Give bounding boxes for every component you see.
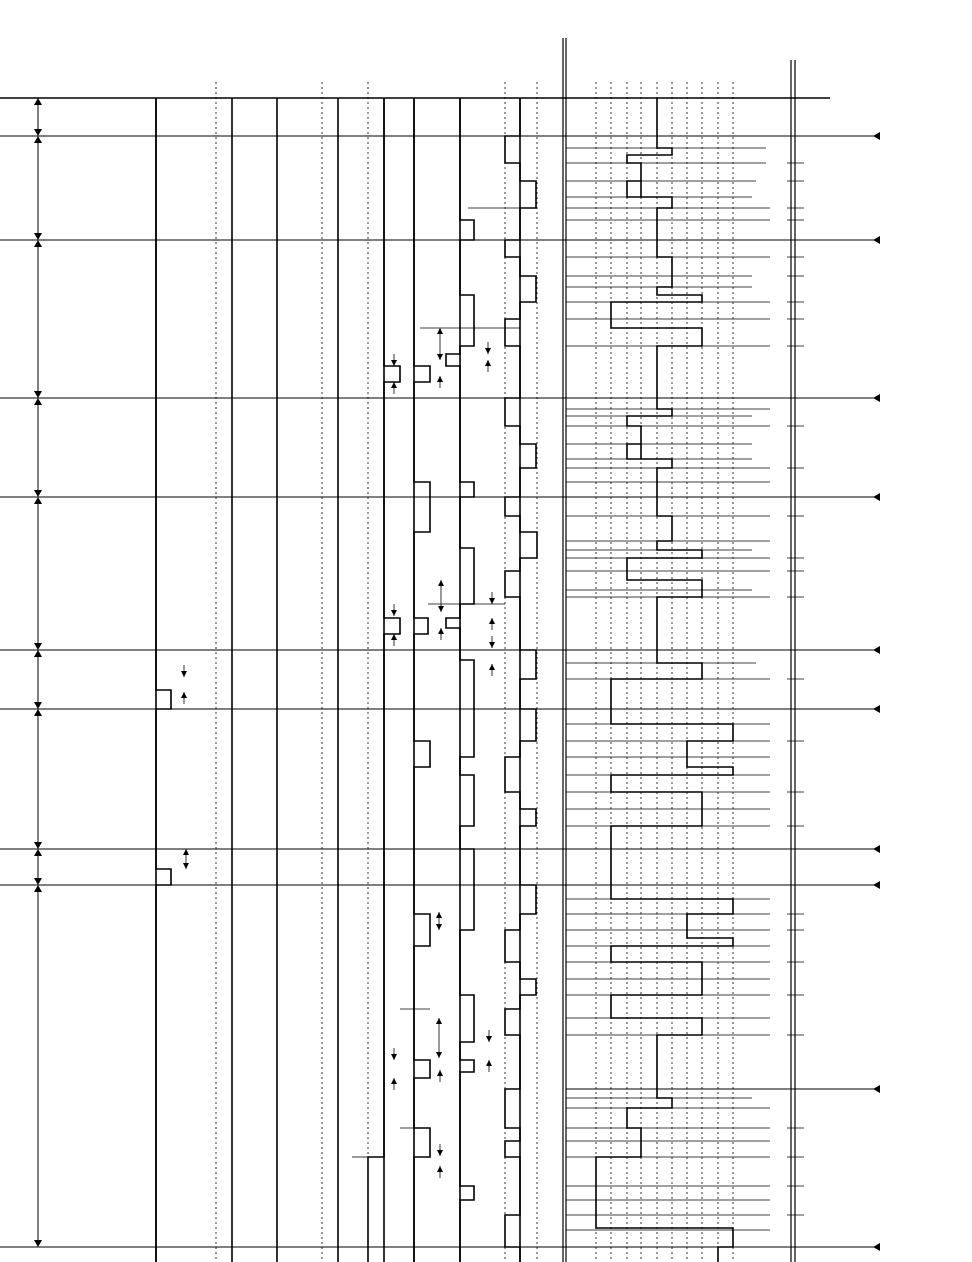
duration-arrow-head: [34, 136, 42, 143]
timing-arrow-head: [437, 354, 443, 360]
timing-arrow-head: [436, 924, 442, 930]
timing-arrow-head: [437, 1166, 443, 1172]
timing-arrow-head: [183, 849, 189, 855]
signal-waveforms: [156, 98, 733, 1262]
duration-arrow-head: [34, 885, 42, 892]
duration-arrow-head: [34, 391, 42, 398]
section-marker-arrow: [873, 646, 880, 654]
timing-arrow-head: [438, 628, 444, 634]
duration-arrow-head: [34, 490, 42, 497]
duration-arrow-head: [34, 240, 42, 247]
duration-arrow-head: [34, 878, 42, 885]
waveform: [596, 98, 733, 1262]
section-marker-arrow: [873, 132, 880, 140]
duration-arrow-head: [34, 849, 42, 856]
section-markers: [873, 132, 880, 1251]
timing-arrow-head: [391, 610, 397, 616]
duration-arrow-head: [34, 643, 42, 650]
duration-arrow-head: [34, 233, 42, 240]
duration-arrow-head: [34, 129, 42, 136]
timing-arrow-head: [437, 376, 443, 382]
timing-arrow-head: [437, 1150, 443, 1156]
duration-arrow-head: [34, 702, 42, 709]
section-marker-arrow: [873, 705, 880, 713]
duration-arrow-head: [34, 497, 42, 504]
duration-arrow-head: [34, 98, 42, 105]
waveform: [505, 98, 537, 1262]
duration-arrow-head: [34, 398, 42, 405]
section-marker-arrow: [873, 845, 880, 853]
timing-arrow-head: [391, 360, 397, 366]
section-marker-arrow: [873, 881, 880, 889]
timing-arrow-head: [489, 642, 495, 648]
timing-arrow-head: [438, 606, 444, 612]
timing-arrow-head: [438, 580, 444, 586]
section-marker-arrow: [873, 236, 880, 244]
waveform: [368, 98, 400, 1262]
timing-arrow-head: [391, 382, 397, 388]
waveform: [414, 98, 430, 1262]
timing-arrow-head: [436, 1018, 442, 1024]
timing-arrow-head: [486, 1036, 492, 1042]
section-marker-arrow: [873, 394, 880, 402]
section-marker-arrow: [873, 1085, 880, 1093]
timing-arrow-head: [437, 328, 443, 334]
timing-arrow-head: [391, 634, 397, 640]
timing-arrow-head: [485, 360, 491, 366]
horizontal-reference-lines: [0, 98, 875, 1247]
timing-arrow-head: [436, 912, 442, 918]
duration-arrow-head: [34, 709, 42, 716]
duration-arrow-head: [34, 1240, 42, 1247]
timing-arrow-head: [436, 1052, 442, 1058]
section-marker-arrow: [873, 493, 880, 501]
timing-arrow-head: [489, 598, 495, 604]
timing-arrow-head: [489, 618, 495, 624]
timing-arrow-head: [181, 692, 187, 698]
timing-arrow-head: [437, 1070, 443, 1076]
timing-arrow-head: [489, 664, 495, 670]
timing-arrow-head: [391, 1054, 397, 1060]
duration-arrow-head: [34, 650, 42, 657]
waveform: [156, 98, 171, 1262]
timing-arrow-head: [486, 1060, 492, 1066]
section-marker-arrow: [873, 1243, 880, 1251]
duration-arrows: [34, 98, 495, 1247]
timing-arrow-head: [391, 1078, 397, 1084]
timing-arrow-head: [181, 671, 187, 677]
timing-arrow-head: [183, 863, 189, 869]
timing-arrow-head: [485, 348, 491, 354]
duration-arrow-head: [34, 842, 42, 849]
